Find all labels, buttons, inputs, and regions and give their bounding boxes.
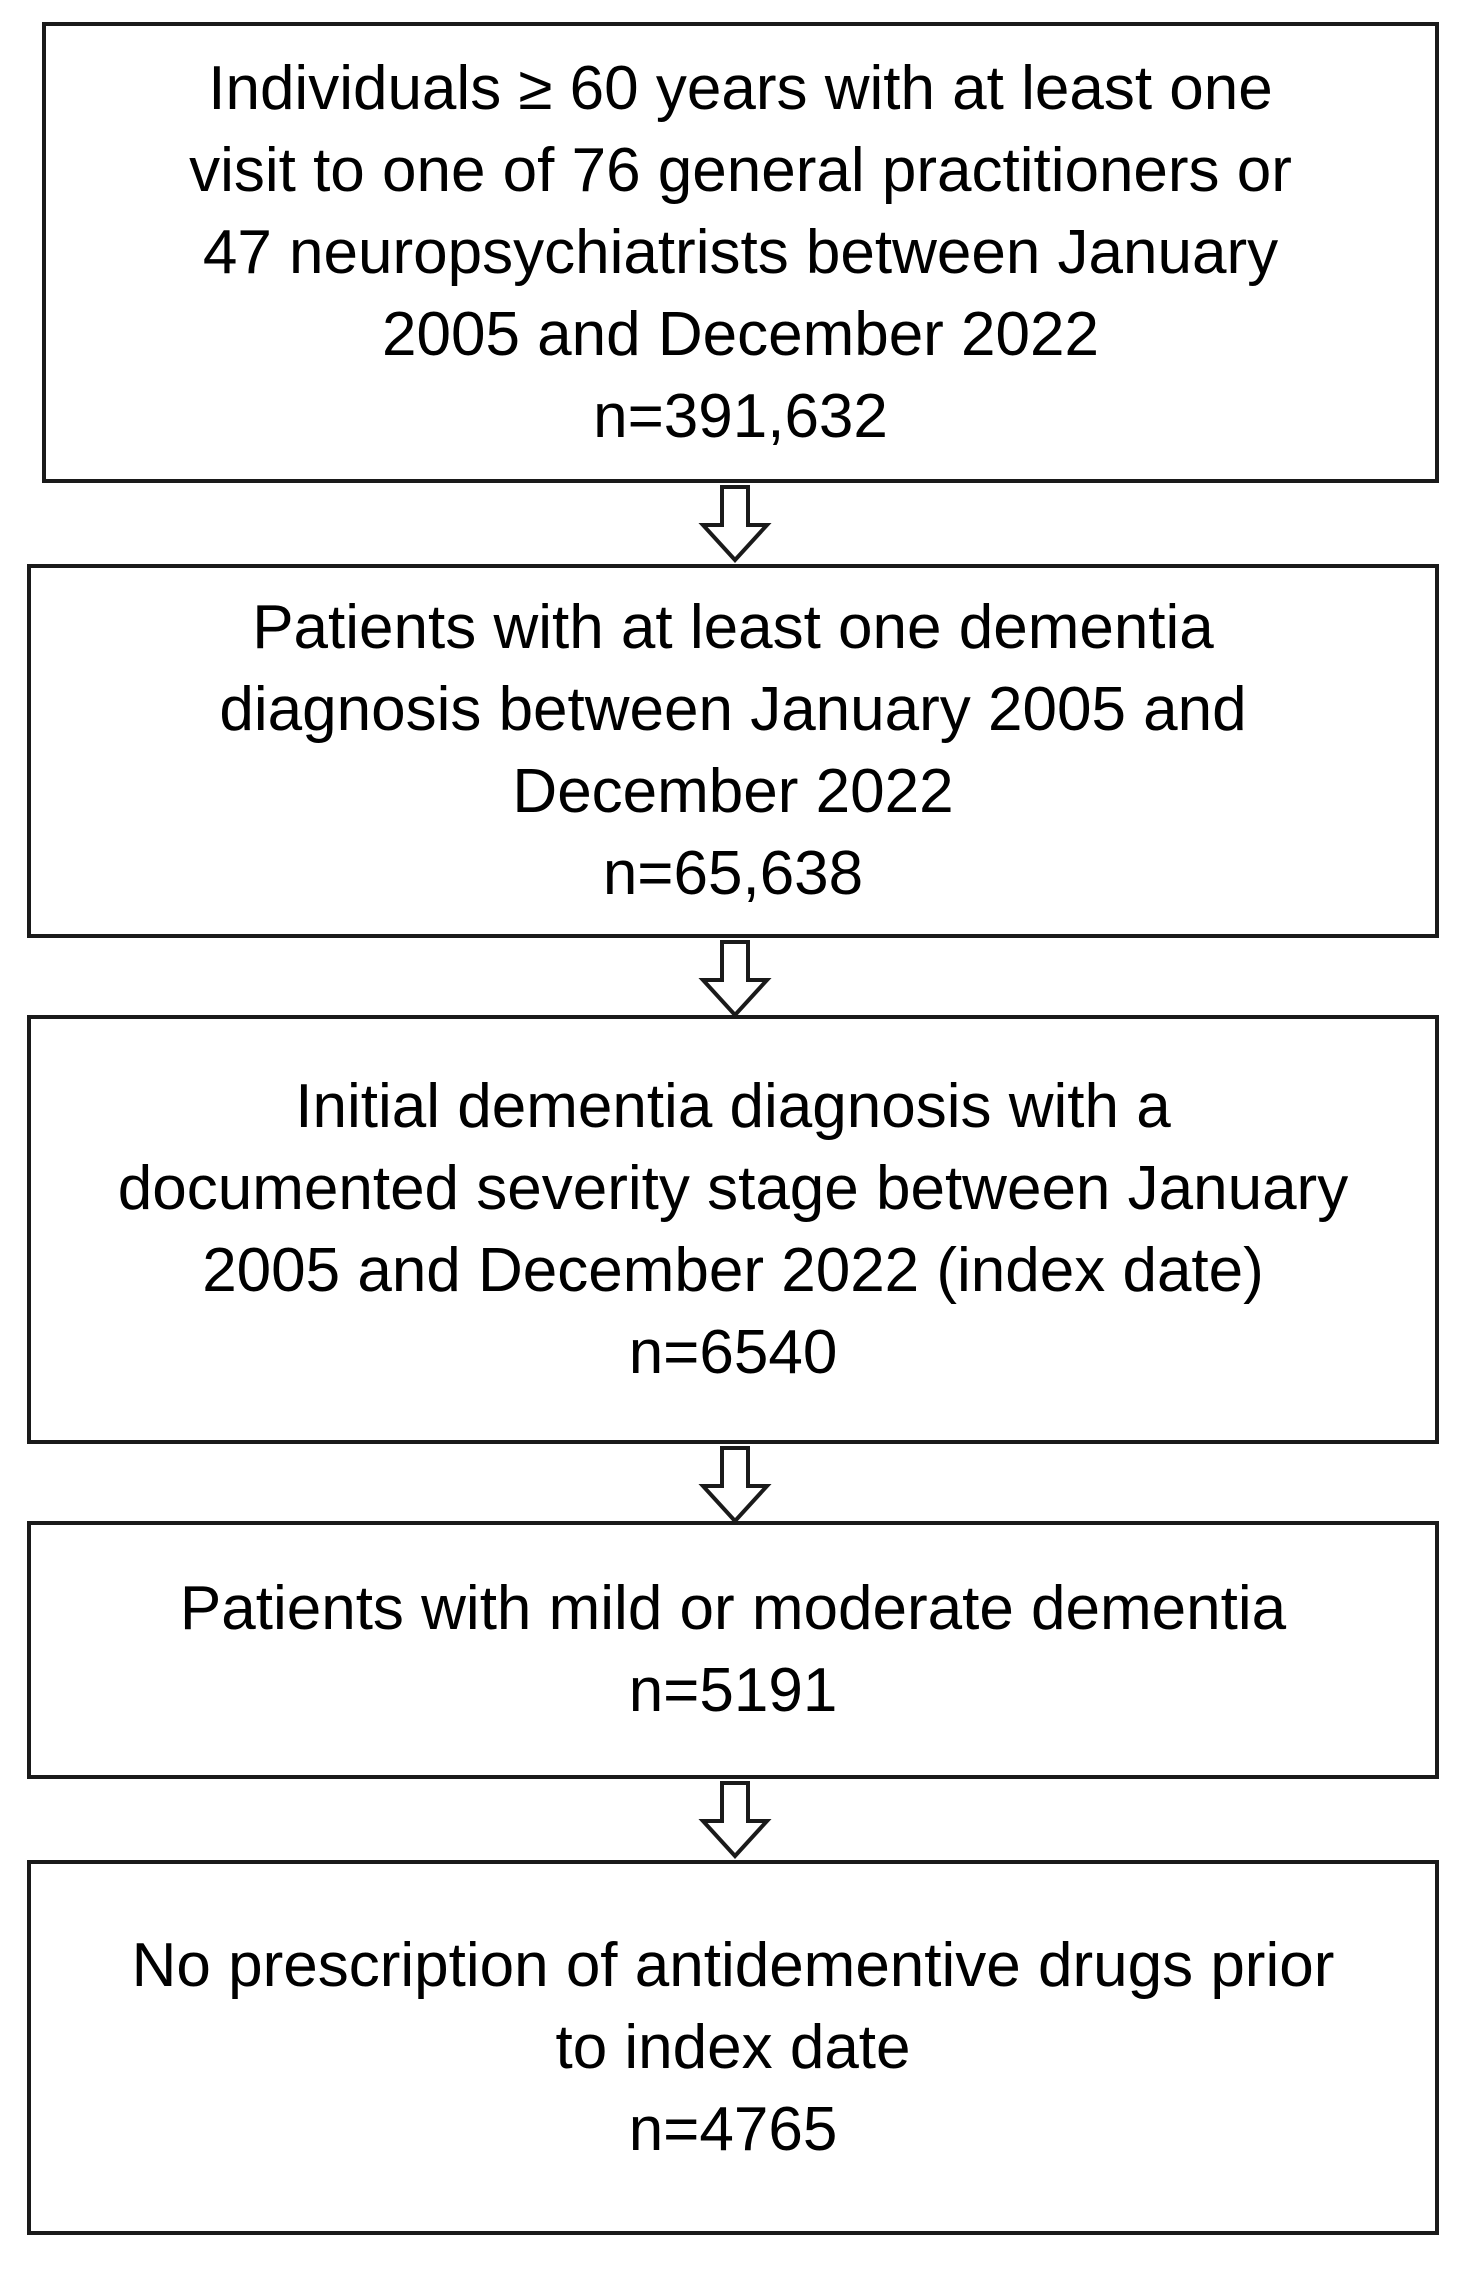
box-study-population — [42, 22, 1439, 483]
box-text-line: visit to one of 76 general practitioners or — [189, 135, 1292, 205]
down-arrow-icon — [695, 1444, 775, 1525]
box-text-line: to index date — [555, 2012, 911, 2082]
box-count: n=65,638 — [602, 839, 864, 908]
box-text-line: Patients with mild or moderate dementia — [179, 1574, 1287, 1643]
box-count: n=391,632 — [593, 381, 888, 451]
box-text-line: Individuals ≥ 60 years with at least one — [208, 53, 1273, 123]
box-text-line: Patients with at least one dementia — [252, 593, 1214, 662]
down-arrow-icon — [695, 1779, 775, 1860]
box-text-line: 47 neuropsychiatrists between January — [202, 217, 1279, 287]
box-count: n=5191 — [628, 1656, 838, 1725]
box-text-line: 2005 and December 2022 — [382, 299, 1099, 369]
box-initial-diagnosis-severity — [27, 1015, 1439, 1444]
box-mild-moderate-dementia — [27, 1521, 1439, 1779]
box-text-line: No prescription of antidementive drugs prior — [131, 1930, 1335, 2000]
box-count: n=6540 — [628, 1317, 838, 1387]
box-dementia-diagnosis — [27, 564, 1439, 938]
down-arrow-icon — [695, 483, 775, 564]
down-arrow-icon — [695, 938, 775, 1019]
box-no-prior-prescription — [27, 1860, 1439, 2235]
box-text-line: Initial dementia diagnosis with a — [295, 1071, 1171, 1141]
box-text-line: documented severity stage between January — [117, 1153, 1349, 1223]
box-text-line: diagnosis between January 2005 and — [219, 675, 1247, 744]
box-text-line: 2005 and December 2022 (index date) — [202, 1235, 1264, 1305]
box-count: n=4765 — [628, 2094, 838, 2164]
box-text-line: December 2022 — [512, 757, 954, 826]
